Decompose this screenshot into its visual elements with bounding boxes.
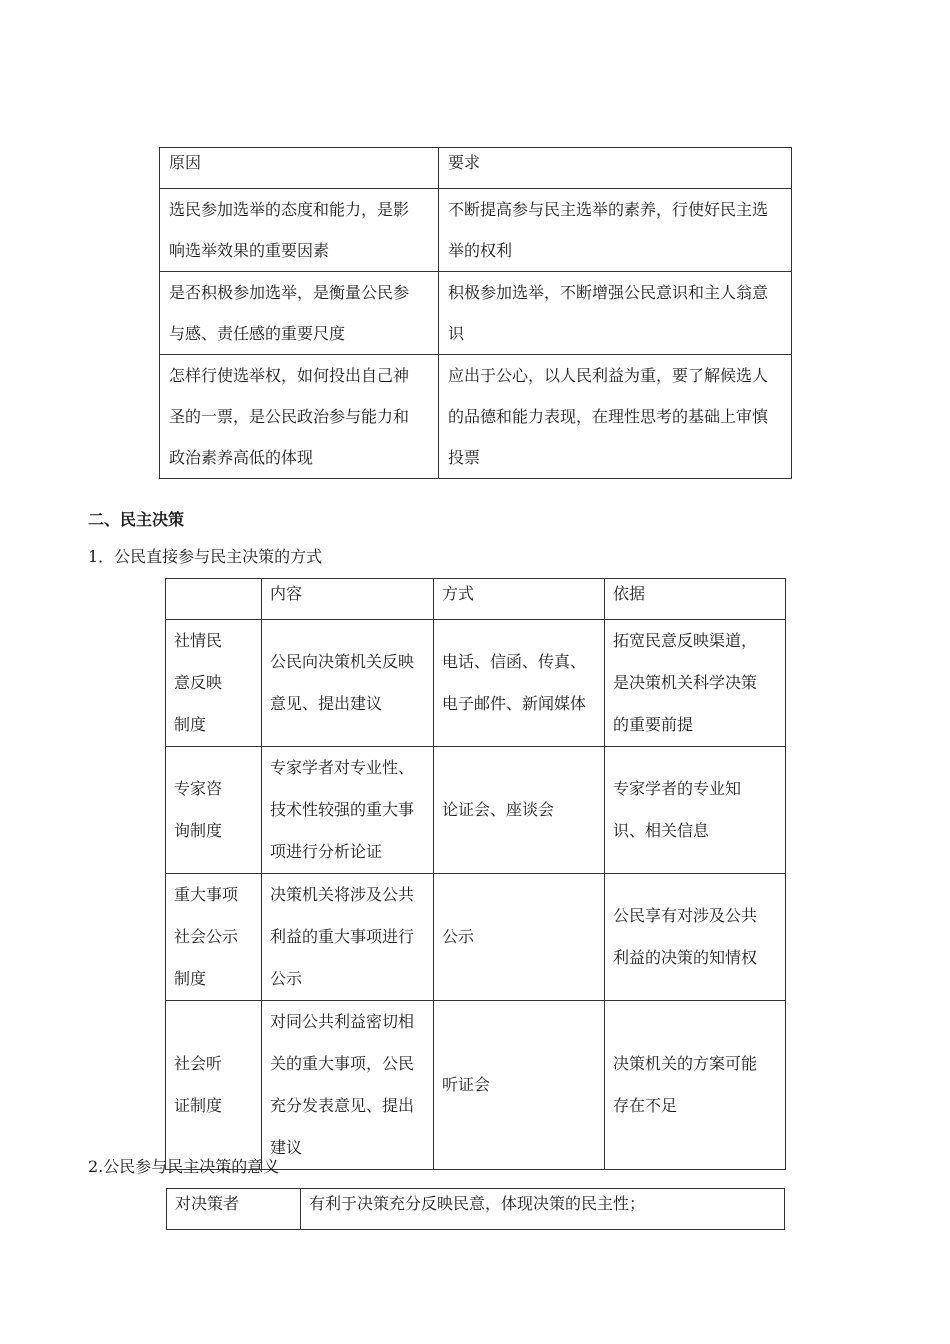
subsection-title: 2.公民参与民主决策的意义 xyxy=(88,1157,280,1176)
text-cell: 有利于决策充分反映民意，体现决策的民主性； xyxy=(301,1189,785,1230)
cell-line: 专家学者对专业性、 xyxy=(270,758,415,777)
cell-line: 对同公共利益密切相 xyxy=(270,1012,415,1031)
table-row xyxy=(166,874,786,1001)
cell-line: 制度 xyxy=(174,715,207,734)
cell-line: 是否积极参加选举，是衡量公民参 xyxy=(169,283,410,302)
cell-line: 意反映 xyxy=(174,673,223,692)
table-header-row xyxy=(166,579,786,620)
header-basis: 依据 xyxy=(605,579,786,620)
requirement-cell xyxy=(439,355,792,479)
cell-line: 圣的一票，是公民政治参与能力和 xyxy=(169,407,410,426)
basis-cell xyxy=(605,874,786,1001)
requirement-cell xyxy=(439,272,792,355)
decision-methods-table xyxy=(165,578,786,1170)
cell-line: 项进行分析论证 xyxy=(270,842,383,861)
cell-line: 社会听 xyxy=(174,1054,223,1073)
basis-cell xyxy=(605,620,786,747)
table-row xyxy=(167,1189,785,1230)
cell-line: 识 xyxy=(448,324,465,343)
reason-cell xyxy=(160,189,439,272)
reason-cell xyxy=(160,355,439,479)
cell-line: 意见、提出建议 xyxy=(270,694,383,713)
basis-cell xyxy=(605,1001,786,1170)
cell-line: 专家学者的专业知 xyxy=(613,779,742,798)
table-header-row xyxy=(160,148,792,189)
header-empty xyxy=(166,579,262,620)
header-content: 内容 xyxy=(262,579,434,620)
cell-line: 技术性较强的重大事 xyxy=(270,800,415,819)
cell-line: 是决策机关科学决策 xyxy=(613,673,758,692)
cell-line: 不断提高参与民主选举的素养，行使好民主选 xyxy=(448,200,769,219)
cell-line: 举的权利 xyxy=(448,241,513,260)
cell-line: 公示 xyxy=(442,927,475,946)
content-cell xyxy=(262,747,434,874)
cell-line: 公民向决策机关反映 xyxy=(270,652,415,671)
cell-line: 响选举效果的重要因素 xyxy=(169,241,330,260)
cell-line: 论证会、座谈会 xyxy=(442,800,555,819)
table-row xyxy=(166,620,786,747)
content-cell xyxy=(262,620,434,747)
cell-line: 电子邮件、新闻媒体 xyxy=(442,694,587,713)
cell-line: 关的重大事项，公民 xyxy=(270,1054,415,1073)
table-row xyxy=(166,1001,786,1170)
system-name-cell xyxy=(166,874,262,1001)
system-name-cell xyxy=(166,620,262,747)
cell-line: 电话、信函、传真、 xyxy=(442,652,587,671)
cell-line: 重大事项 xyxy=(174,885,239,904)
cell-line: 决策机关的方案可能 xyxy=(613,1054,758,1073)
header-reason: 原因 xyxy=(160,148,439,189)
cell-line: 积极参加选举，不断增强公民意识和主人翁意 xyxy=(448,283,769,302)
cell-line: 证制度 xyxy=(174,1096,223,1115)
header-requirement: 要求 xyxy=(439,148,792,189)
cell-line: 制度 xyxy=(174,969,207,988)
cell-line: 识、相关信息 xyxy=(613,821,710,840)
label-cell: 对决策者 xyxy=(167,1189,301,1230)
cell-line: 应出于公心，以人民利益为重，要了解候选人 xyxy=(448,366,769,385)
subsection-title: 1．公民直接参与民主决策的方式 xyxy=(88,547,323,566)
cell-line: 的重要前提 xyxy=(613,715,694,734)
decision-significance-table xyxy=(166,1188,785,1230)
cell-line: 建议 xyxy=(270,1138,303,1157)
cell-line: 利益的决策的知情权 xyxy=(613,948,758,967)
system-name-cell xyxy=(166,1001,262,1170)
requirement-cell xyxy=(439,189,792,272)
cell-line: 充分发表意见、提出 xyxy=(270,1096,415,1115)
cell-line: 政治素养高低的体现 xyxy=(169,448,314,467)
method-cell xyxy=(434,747,605,874)
section-heading: 二、民主决策 xyxy=(88,510,185,529)
method-cell xyxy=(434,620,605,747)
content-cell xyxy=(262,1001,434,1170)
basis-cell xyxy=(605,747,786,874)
cell-line: 询制度 xyxy=(174,821,223,840)
cell-line: 怎样行使选举权，如何投出自己神 xyxy=(169,366,410,385)
cell-line: 决策机关将涉及公共 xyxy=(270,885,415,904)
header-method: 方式 xyxy=(434,579,605,620)
method-cell xyxy=(434,1001,605,1170)
cell-line: 投票 xyxy=(448,448,481,467)
cell-line: 社情民 xyxy=(174,631,223,650)
cell-line: 选民参加选举的态度和能力，是影 xyxy=(169,200,410,219)
cell-line: 与感、责任感的重要尺度 xyxy=(169,324,346,343)
cell-line: 的品德和能力表现，在理性思考的基础上审慎 xyxy=(448,407,769,426)
cell-line: 听证会 xyxy=(442,1075,491,1094)
reason-cell xyxy=(160,272,439,355)
cell-line: 拓宽民意反映渠道， xyxy=(613,631,758,650)
content-cell xyxy=(262,874,434,1001)
table-row xyxy=(160,272,792,355)
cell-line: 公民享有对涉及公共 xyxy=(613,906,758,925)
table-row xyxy=(160,189,792,272)
cell-line: 存在不足 xyxy=(613,1096,678,1115)
table-row xyxy=(160,355,792,479)
system-name-cell xyxy=(166,747,262,874)
table-row xyxy=(166,747,786,874)
cell-line: 利益的重大事项进行 xyxy=(270,927,415,946)
election-reason-table xyxy=(159,147,792,479)
method-cell xyxy=(434,874,605,1001)
cell-line: 社会公示 xyxy=(174,927,239,946)
cell-line: 专家咨 xyxy=(174,779,223,798)
cell-line: 公示 xyxy=(270,969,303,988)
